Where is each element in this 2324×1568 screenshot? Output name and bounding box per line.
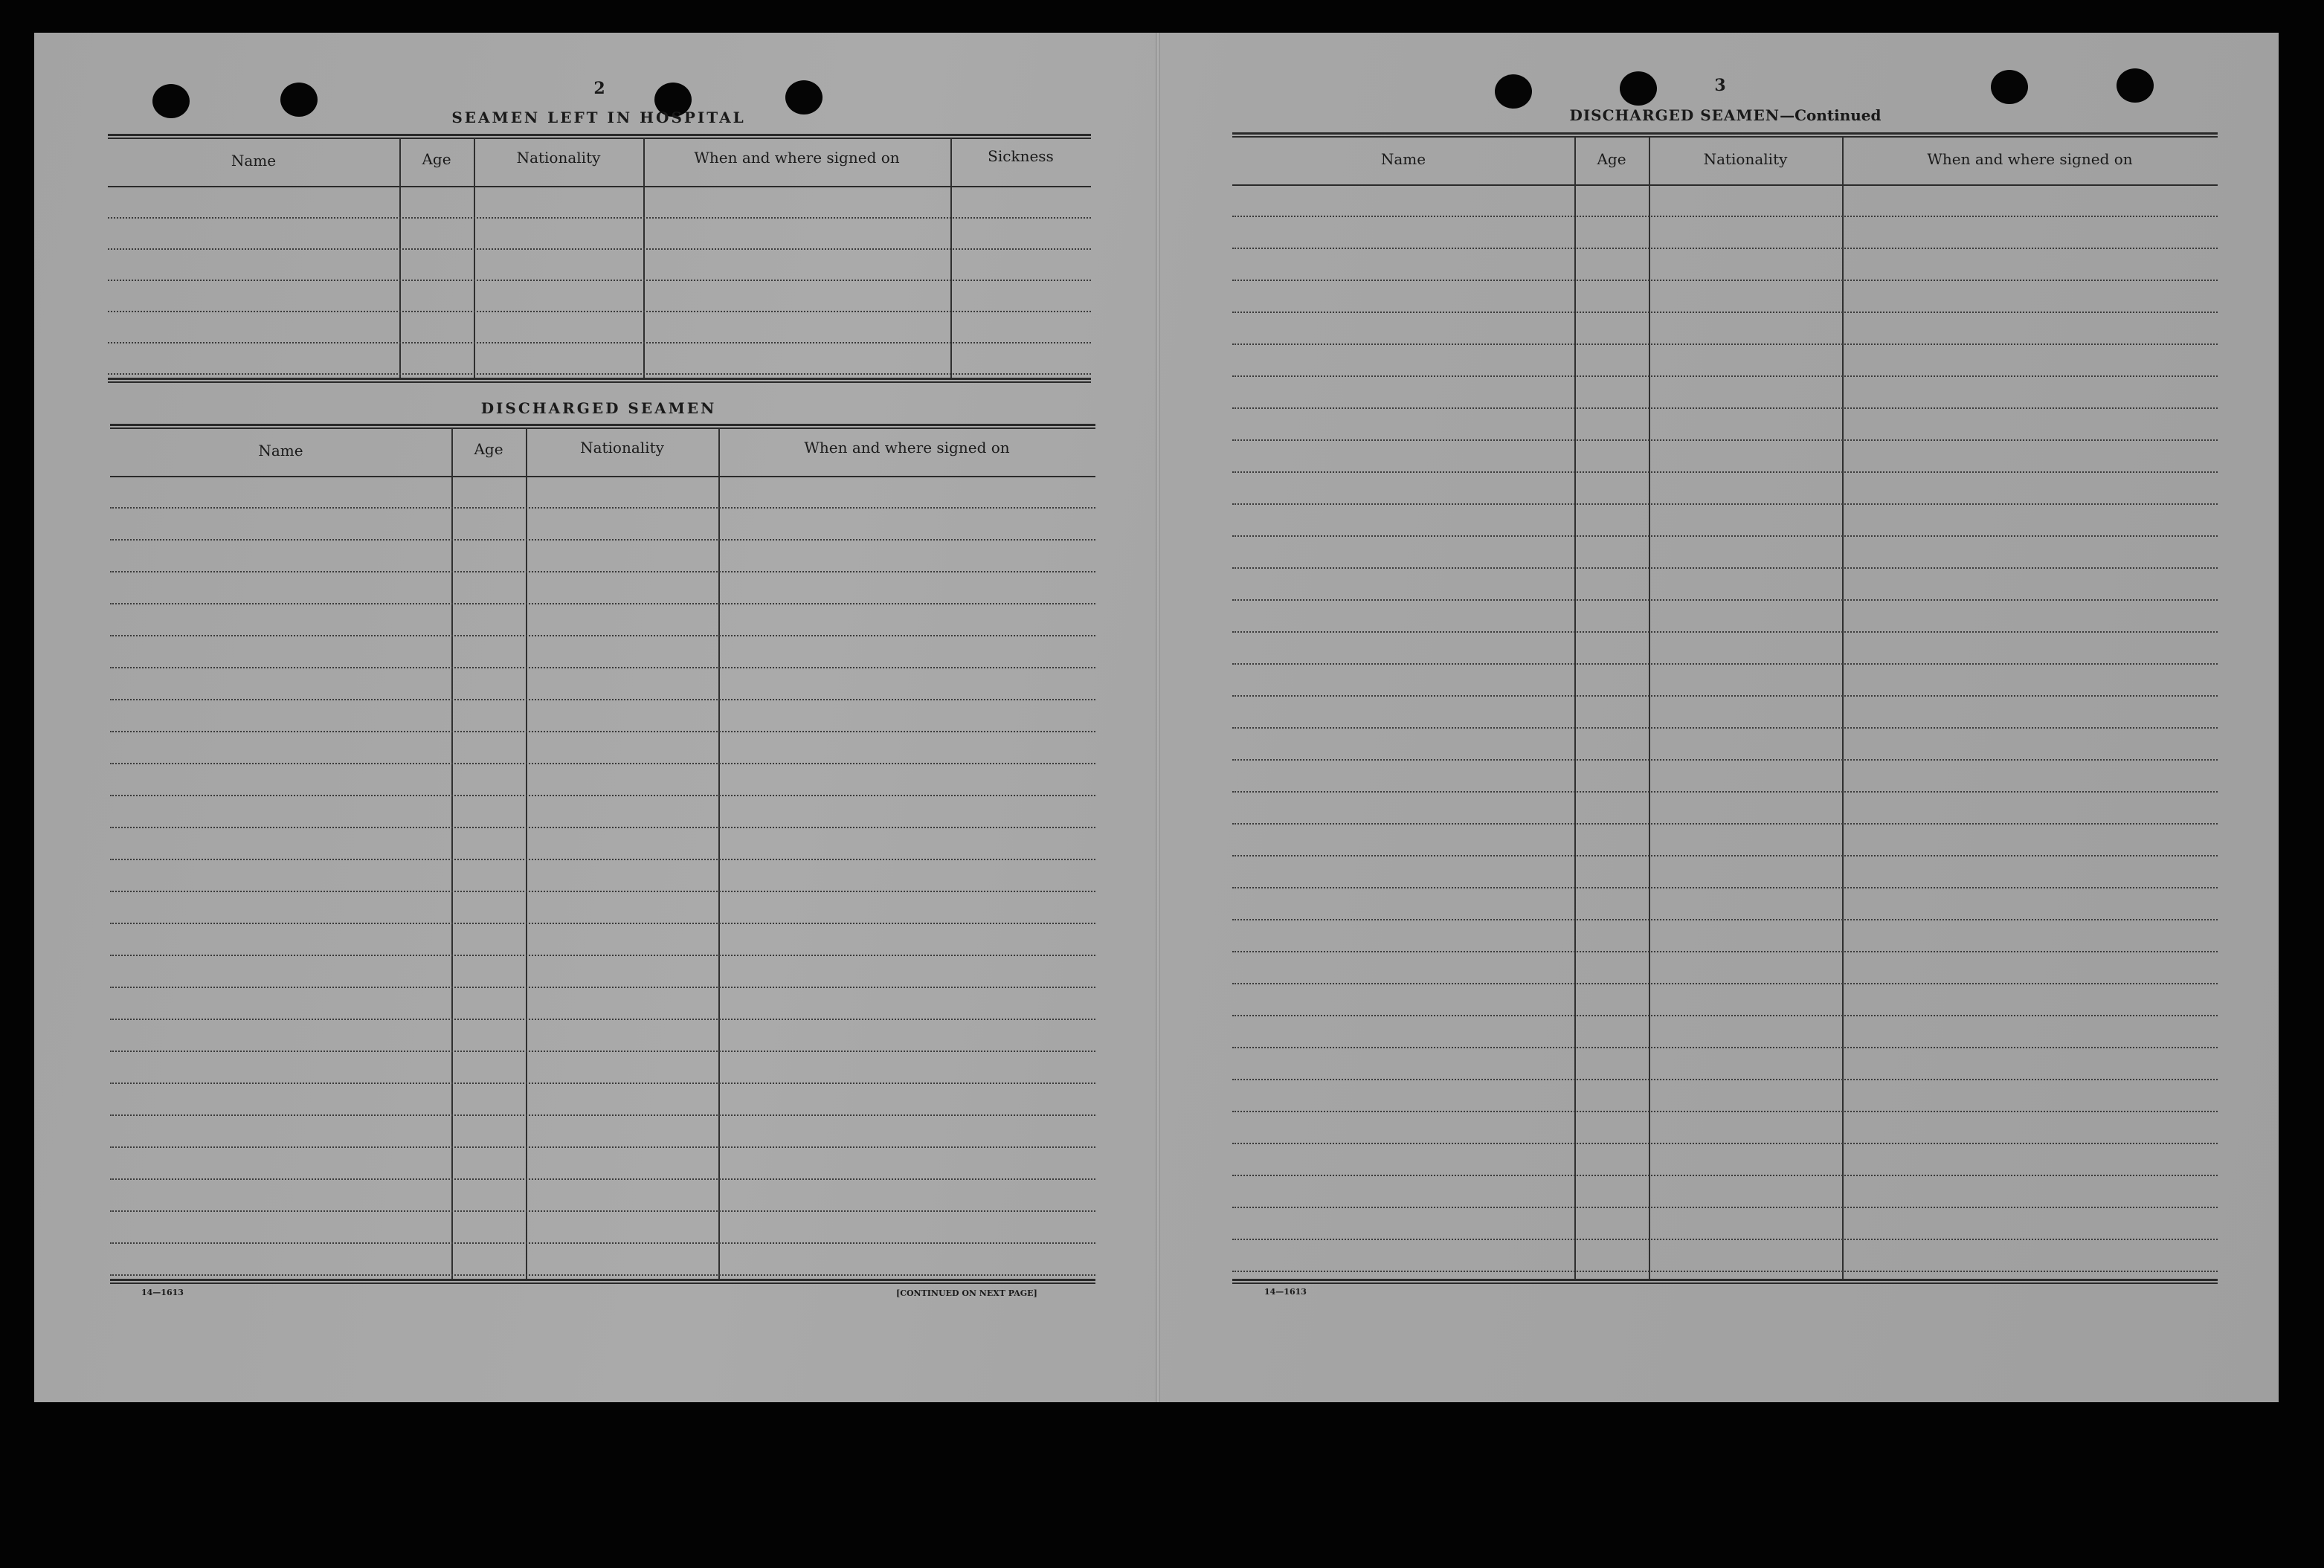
continued-note: [CONTINUED ON NEXT PAGE] (896, 1288, 1037, 1298)
continued-suffix: —Continued (1780, 106, 1882, 124)
entry-row-line (1232, 695, 2218, 697)
form-number: 14—1613 (141, 1288, 184, 1297)
column-header-age: Age (474, 440, 503, 458)
entry-row-line (1232, 919, 2218, 920)
column-header-name: Name (1380, 150, 1426, 168)
entry-row-line (1232, 1239, 2218, 1240)
entry-row-line (1232, 567, 2218, 569)
entry-row-line (1232, 1207, 2218, 1208)
column-header-signed-on: When and where signed on (804, 439, 1010, 456)
entry-row-line (1232, 791, 2218, 793)
column-header-signed-on: When and where signed on (694, 149, 900, 167)
entry-row-line (1232, 1143, 2218, 1144)
entry-row-line (1232, 280, 2218, 281)
column-header-name: Name (258, 442, 303, 459)
entry-row-line (1232, 1015, 2218, 1016)
entry-row-line (1232, 1175, 2218, 1176)
column-header-nationality: Nationality (516, 149, 601, 167)
entry-row-line (1232, 599, 2218, 601)
entry-row-line (1232, 983, 2218, 984)
section-title: DISCHARGED SEAMEN (1569, 106, 1780, 124)
page-number: 3 (1714, 76, 1726, 95)
entry-row-line (1232, 951, 2218, 952)
discharged-section-title: DISCHARGED SEAMEN (480, 399, 717, 417)
page-number: 2 (593, 79, 605, 98)
discharged-continued-title (1495, 106, 1956, 124)
entry-row-line (1232, 343, 2218, 345)
column-header-signed-on: When and where signed on (1927, 150, 2133, 168)
hospital-section-title: SEAMEN LEFT IN HOSPITAL (451, 109, 746, 126)
entry-row-line (1232, 312, 2218, 313)
entry-row-line (1232, 631, 2218, 633)
entry-row-line (1232, 727, 2218, 729)
column-header-name: Name (231, 152, 277, 170)
entry-row-line (1232, 887, 2218, 888)
column-header-age: Age (1597, 150, 1626, 168)
column-header-nationality: Nationality (1703, 150, 1788, 168)
entry-row-line (1232, 503, 2218, 505)
entry-row-line (1232, 1079, 2218, 1080)
form-number: 14—1613 (1264, 1287, 1307, 1297)
entry-row-line (1232, 439, 2218, 441)
column-header-sickness: Sickness (988, 147, 1054, 165)
column-header-age: Age (422, 150, 451, 168)
column-header-nationality: Nationality (580, 439, 664, 456)
entry-row-line (1232, 471, 2218, 473)
entry-row-line (1232, 216, 2218, 217)
discharged-continued-table (1232, 132, 2218, 1286)
entry-row-line (1232, 823, 2218, 825)
entry-row-line (1232, 663, 2218, 665)
entry-row-line (1232, 535, 2218, 537)
entry-row-line (1232, 759, 2218, 761)
entry-row-line (1232, 1047, 2218, 1048)
entry-row-line (1232, 375, 2218, 377)
entry-row-line (1232, 855, 2218, 856)
entry-row-line (1232, 1111, 2218, 1112)
entry-row-line (1232, 407, 2218, 409)
entry-row-line (1232, 248, 2218, 249)
entry-row-line (1232, 1271, 2218, 1272)
